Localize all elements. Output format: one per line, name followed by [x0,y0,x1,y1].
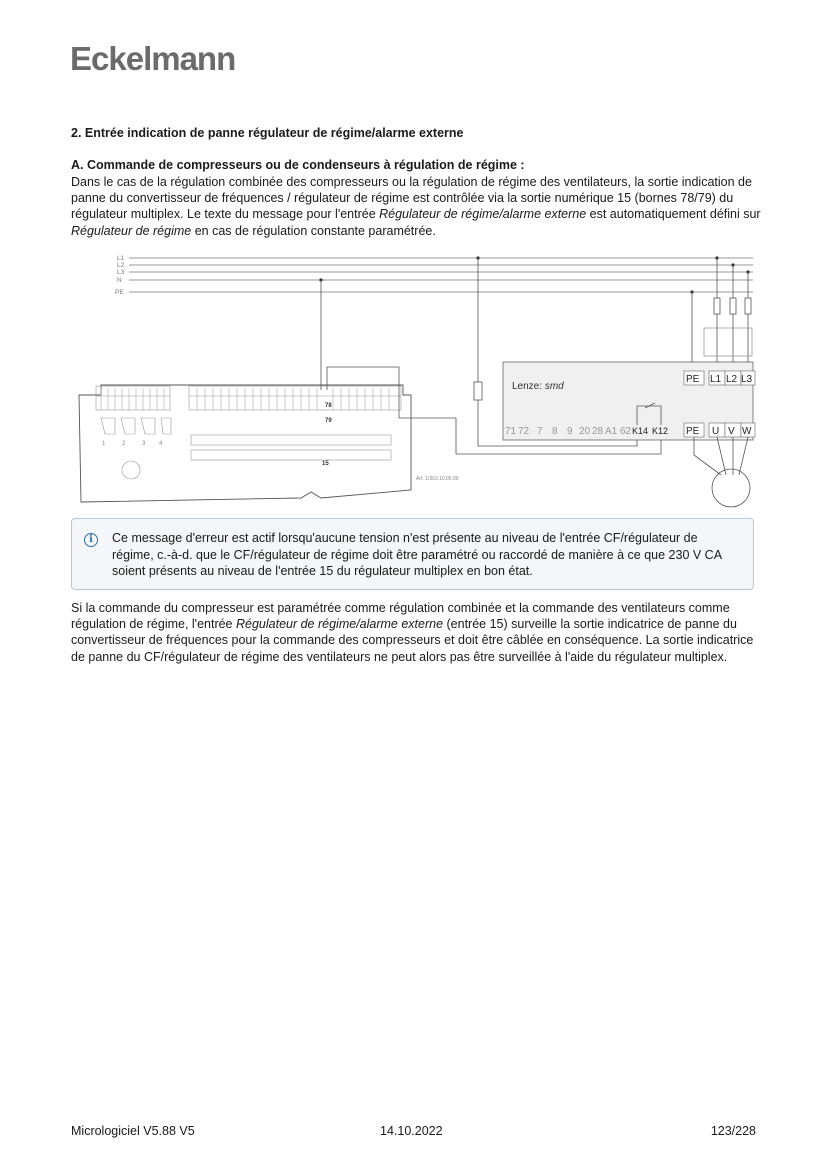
lenze-terminal-71: 71 [505,426,517,437]
lenze-bottom-pe: PE [686,426,700,437]
svg-text:Lenze: smd [512,381,564,392]
lenze-terminal-a1: A1 [605,426,618,437]
lenze-terminal-28: 28 [592,426,604,437]
info-note-text: Ce message d'erreur est actif lorsqu'aucune tension n'est présente au niveau de l'entrée CF/régulateur de régime, c.-à-d. que le CF/régulateur de régime doit être paramétré ou raccordé de manière à ce que 230 V CA soient présents au niveau de l'entrée 15 du régulateur multiplex en bon état. [112,531,722,578]
phase-label-l3: L3 [117,269,125,276]
lenze-terminal-k12: K12 [652,426,669,436]
paragraph-1-emphasis-a: Régulateur de régime/alarme externe [379,207,587,222]
controller-number-3: 3 [142,441,146,447]
lenze-top-pe: PE [686,374,700,385]
lenze-model: smd [544,381,564,392]
phase-label-n: N [117,277,122,284]
paragraph-2-text-a: Si la commande du compresseur est paramétrée comme régulation combinée et la commande des ventilateurs comme régulation de régime, l'entrée [71,601,730,632]
lenze-top-l3: L3 [741,374,753,385]
controller-number-4: 4 [159,441,163,447]
controller-number-2: 2 [122,441,126,447]
lenze-terminal-u: U [712,426,720,437]
terminal-78-label: 78 [325,403,332,409]
lenze-terminal-9: 9 [567,426,573,437]
lenze-terminal-w: W [742,426,752,437]
lenze-terminal-8: 8 [552,426,558,437]
lenze-terminal-20: 20 [579,426,591,437]
footer-date: 14.10.2022 [380,1124,443,1138]
paragraph-2-emphasis: Régulateur de régime/alarme externe [235,617,444,632]
paragraph-1-text-a: Dans le cas de la régulation combinée des compresseurs ou la régulation de régime des ventilateurs, la sortie indication de panne du convertisseur de fréquences / régulateur de régime est contrôlée via la sortie numérique 15 (bornes 78/79) du régulateur multiplex. Le texte du message pour l'entrée [71,175,752,222]
motor-symbol [694,437,750,507]
phase-label-l2: L2 [117,262,125,269]
phase-label-l1: L1 [117,255,125,262]
lenze-terminal-v: V [728,426,735,437]
lenze-terminal-k14: K14 [632,426,649,436]
paragraph-1 [71,174,761,239]
controller-number-1: 1 [102,441,106,447]
paragraph-1-text-b: est automatiquement défini sur [586,207,761,222]
section-title: 2. Entrée indication de panne régulateur de régime/alarme externe [71,126,464,140]
info-note [71,518,754,590]
lenze-terminal-72: 72 [518,426,530,437]
lenze-top-l2: L2 [726,374,738,385]
lenze-label: Lenze: [512,381,543,392]
terminal-79-label: 79 [325,418,332,424]
subsection-title: A. Commande de compresseurs ou de condenseurs à régulation de régime : [71,158,525,172]
lenze-terminal-62: 62 [620,426,632,437]
paragraph-1-emphasis-b: Régulateur de régime [71,223,192,238]
paragraph-2-text-b: (entrée 15) surveille la sortie indicatrice de panne du convertisseur de fréquences pour la commande des compresseurs et doit être câblée en conséquence. La sortie indicatrice de panne du CF/régulateur de régime des ventilateurs ne peut alors pas être surveillée à l'aide du régulateur multiplex. [71,617,754,664]
info-icon: i [84,533,98,547]
paragraph-1-text-c: en cas de régulation constante paramétrée. [191,223,436,238]
lenze-top-l1: L1 [710,374,722,385]
phase-label-pe: PE [115,289,124,296]
controller-part-number: Art. 1/363.10.05.09 [416,476,459,482]
paragraph-2 [71,600,761,665]
lenze-terminal-7: 7 [537,426,543,437]
output-15-label: 15 [322,461,329,467]
footer-page-number: 123/228 [710,1124,756,1138]
eckelmann-logo: Eckelmann [70,40,236,77]
wiring-diagram [71,250,761,517]
footer-firmware: Micrologiciel V5.88 V5 [71,1124,195,1138]
